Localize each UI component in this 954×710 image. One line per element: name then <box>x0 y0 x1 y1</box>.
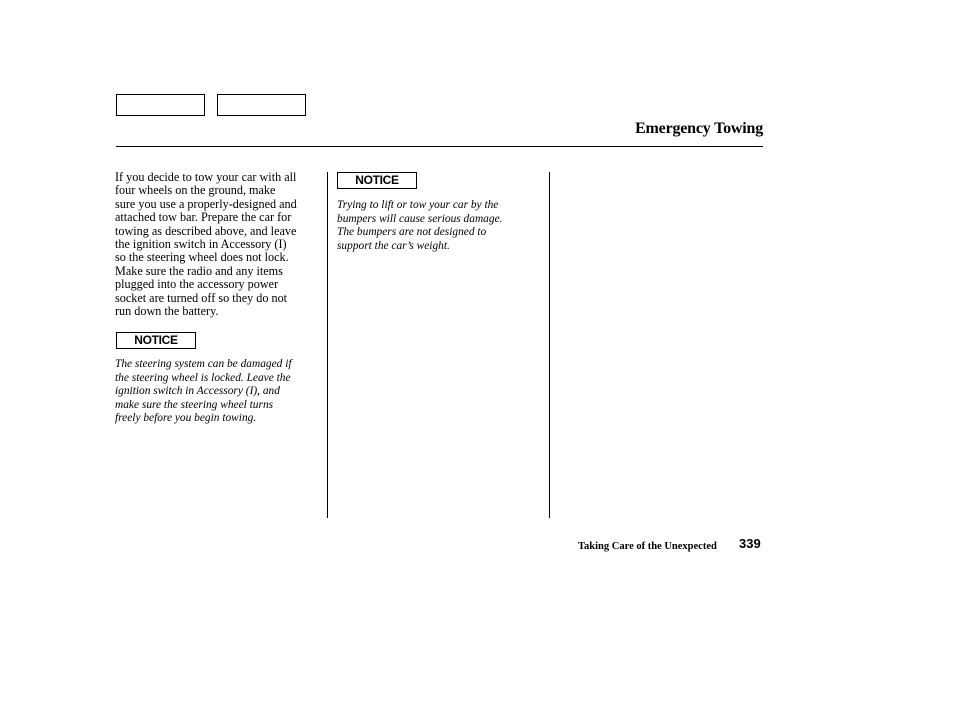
notice-line: make sure the steering wheel turns <box>115 398 274 411</box>
notice-line: The steering system can be damaged if <box>115 358 292 370</box>
nav-tab-1[interactable] <box>116 94 205 116</box>
page-title: Emergency Towing <box>635 120 763 137</box>
notice-line: the steering wheel is locked. Leave the <box>115 371 291 384</box>
paragraph-line: towing as described above, and leave <box>115 223 297 238</box>
notice-line: ignition switch in Accessory (I), and <box>115 385 280 397</box>
paragraph-line: sure you use a properly-designed and <box>115 196 297 211</box>
notice-line: The bumpers are not designed to <box>337 226 487 238</box>
towing-instructions-paragraph <box>115 171 323 318</box>
notice-line: bumpers will cause serious damage. <box>337 212 503 225</box>
paragraph-line: Make sure the radio and any items <box>115 263 283 278</box>
paragraph-line: attached tow bar. Prepare the car for <box>115 210 292 225</box>
paragraph-line: four wheels on the ground, make <box>115 183 276 198</box>
header-divider <box>116 146 763 147</box>
paragraph-line: socket are turned off so they do not <box>115 290 288 305</box>
paragraph-line: so the steering wheel does not lock. <box>115 250 289 265</box>
page-number: 339 <box>739 536 761 551</box>
footer-section-title: Taking Care of the Unexpected <box>578 541 717 552</box>
notice-line: freely before you begin towing. <box>115 412 257 424</box>
paragraph-line: the ignition switch in Accessory (I) <box>115 237 287 252</box>
notice-line: support the car’s weight. <box>337 239 450 252</box>
nav-tab-2[interactable] <box>217 94 306 116</box>
bumper-notice-text <box>337 199 542 253</box>
paragraph-line: If you decide to tow your car with all <box>115 170 297 184</box>
steering-notice-text <box>115 358 320 426</box>
notice-label-bumpers: NOTICE <box>337 172 417 189</box>
paragraph-line: plugged into the accessory power <box>115 277 279 292</box>
column-divider-right <box>549 172 550 518</box>
notice-line: Trying to lift or tow your car by the <box>337 199 499 211</box>
notice-label-steering: NOTICE <box>116 332 196 349</box>
column-divider-left <box>327 172 328 518</box>
paragraph-line: run down the battery. <box>115 304 219 319</box>
